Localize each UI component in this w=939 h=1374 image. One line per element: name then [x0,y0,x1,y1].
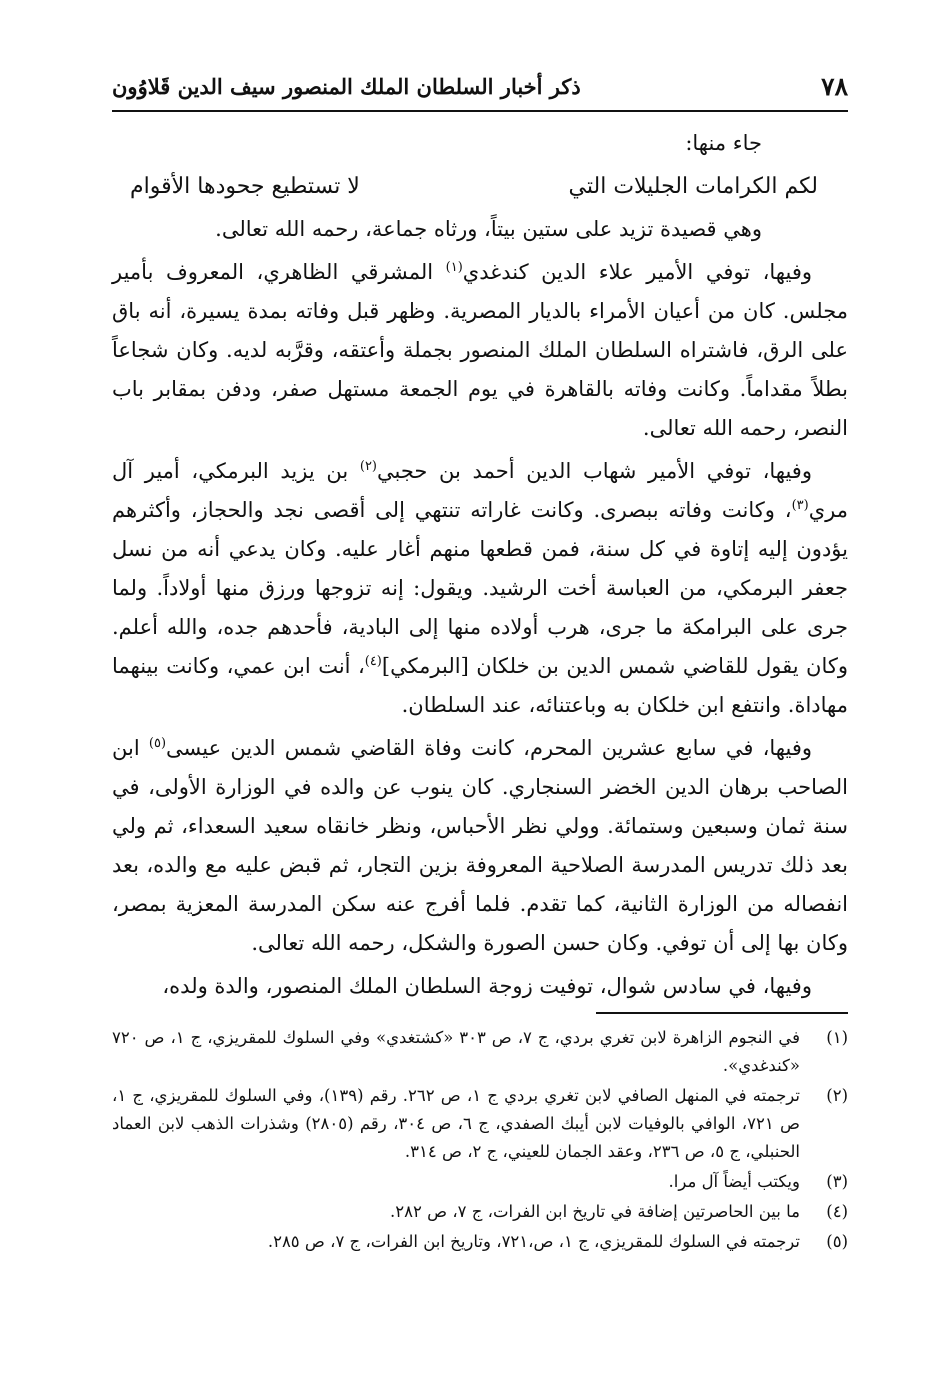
footnote [112,1082,848,1166]
footnote-text: ما بين الحاصرتين إضافة في تاريخ ابن الفرات، ج ٧، ص ٢٨٢. [390,1202,800,1221]
paragraph-text: وفيها، في سابع عشرين المحرم، كانت وفاة القاضي شمس الدين عيسى [166,736,812,760]
paragraph-shihab-al-din [112,452,848,725]
footnote-ref[interactable]: (٤) [364,654,382,669]
verse-note: وهي قصيدة تزيد على ستين بيتاً، ورثاه جماعة، رحمه الله تعالى. [215,217,762,241]
footnote-rule [596,1012,848,1014]
footnote-ref[interactable]: (٥) [148,736,167,751]
footnote-text: ترجمته في المنهل الصافي لابن تغري بردي ج ١، ص ٢٦٢. رقم (١٣٩)، وفي السلوك للمقريزي، ج ١، ص ٧٢١، الوافي بالوفيات لابن أيبك الصفدي، ج ٦، ص ٣٠٤، رقم (٢٨٠٥) وشذرات الذهب لابن العماد الحنبلي، ج ٥، ص ٢٣٦، وعقد الجمان للعيني، ج ٢، ص ٣١٤. [112,1086,801,1161]
footnote-number: (٣) [826,1172,848,1191]
footnote [112,1024,848,1080]
footnote-ref[interactable]: (٢) [359,459,377,474]
paragraph-text: وفيها، توفي الأمير شهاب الدين أحمد بن حجبي [377,459,812,483]
main-text [112,124,848,1010]
paragraph-text: المشرقي الظاهري، المعروف بأمير مجلس. كان من أعيان الأمراء بالديار المصرية. وظهر قبل وفاته بمدة يسيرة، أنه باق على الرق، فاشتراه السلطان الملك المنصور بجملة وأعتقه، وقرَّبه لديه. وكان شجاعاً بطلاً مقداماً. وكانت وفاته بالقاهرة في يوم الجمعة مستهل صفر، ودفن بمقابر باب النصر، رحمه الله تعالى. [112,260,848,440]
footnote [112,1228,848,1256]
footnote-text: في النجوم الزاهرة لابن تغري بردي، ج ٧، ص ٣٠٣ «كشتغدي» وفي السلوك للمقريزي، ج ١، ص ٧٢٠ «كندغدي». [112,1028,801,1075]
footnote-number: (٥) [826,1232,848,1251]
footnotes [112,1024,848,1258]
footnote [112,1168,848,1196]
paragraph-shawwal: وفيها، في سادس شوال، توفيت زوجة السلطان الملك المنصور، والدة ولده، [162,974,812,998]
paragraph-text: بن يزيد البرمكي، أمير آل مري [112,459,848,522]
paragraph-text: وفيها، توفي الأمير علاء الدين كندغدي [462,260,812,284]
paragraph-kundughdi [112,253,848,448]
verse-hemistich-first: لكم الكرامات الجليلات التي [568,174,818,199]
footnote-number: (١) [826,1028,848,1047]
footnote-ref[interactable]: (١) [445,260,463,275]
footnote-text: ويكتب أيضاً آل مرا. [668,1172,800,1191]
page-number: ٧٨ [821,72,848,101]
verse-intro: جاء منها: [685,131,762,155]
footnote [112,1198,848,1226]
header-rule [112,110,848,112]
footnote-number: (٢) [826,1086,848,1105]
paragraph-text: ، وكانت وفاته ببصرى. وكانت غاراته تنتهي إلى أقصى نجد والحجاز، وأكثرهم يؤدون إليه إتاوة في كل سنة، فمن قطعها منهم أغار عليه. وكان يدعي أنه من نسل جعفر البرمكي، من العباسة أخت الرشيد. ويقول: إنه تزوجها ورزق منها أولاداً. ولما جرى على البرامكة ما جرى، هرب أولاده منها إلى البادية، فأحدهم جده، والله أعلم. وكان يقول للقاضي شمس الدين بن خلكان [البرمكي] [112,498,848,678]
footnote-ref[interactable]: (٣) [791,498,809,513]
verse-hemistich-second: لا تستطيع جحودها الأقوام [130,174,360,199]
paragraph-text: ابن الصاحب برهان الدين الخضر السنجاري. كان ينوب عن والده في الوزارة الأولى، في سنة ثمان وسبعين وستمائة. وولي نظر الأحباس، ونظر خانقاه سعيد السعداء، ثم ولي بعد ذلك تدريس المدرسة الصلاحية المعروفة بزين التجار، ثم قبض عليه مع والده، بعد انفصاله من الوزارة الثانية، كما تقدم. فلما أفرج عنه سكن المدرسة المعزية بمصر، وكان بها إلى أن توفي. وكان حسن الصورة والشكل، رحمه الله تعالى. [112,736,848,955]
paragraph-text: ، أنت ابن عمي، وكانت بينهما مهاداة. وانتفع ابن خلكان به وباعتنائه، عند السلطان. [112,654,848,717]
poem-verse [112,167,848,206]
footnote-text: ترجمته في السلوك للمقريزي، ج ١، ص،٧٢١، وتاريخ ابن الفرات، ج ٧، ص ٢٨٥. [267,1232,800,1251]
footnote-number: (٤) [826,1202,848,1221]
running-header [112,66,848,110]
paragraph-shams-al-din [112,729,848,963]
running-title: ذكر أخبار السلطان الملك المنصور سيف الدين قَلاوُون [112,74,581,99]
